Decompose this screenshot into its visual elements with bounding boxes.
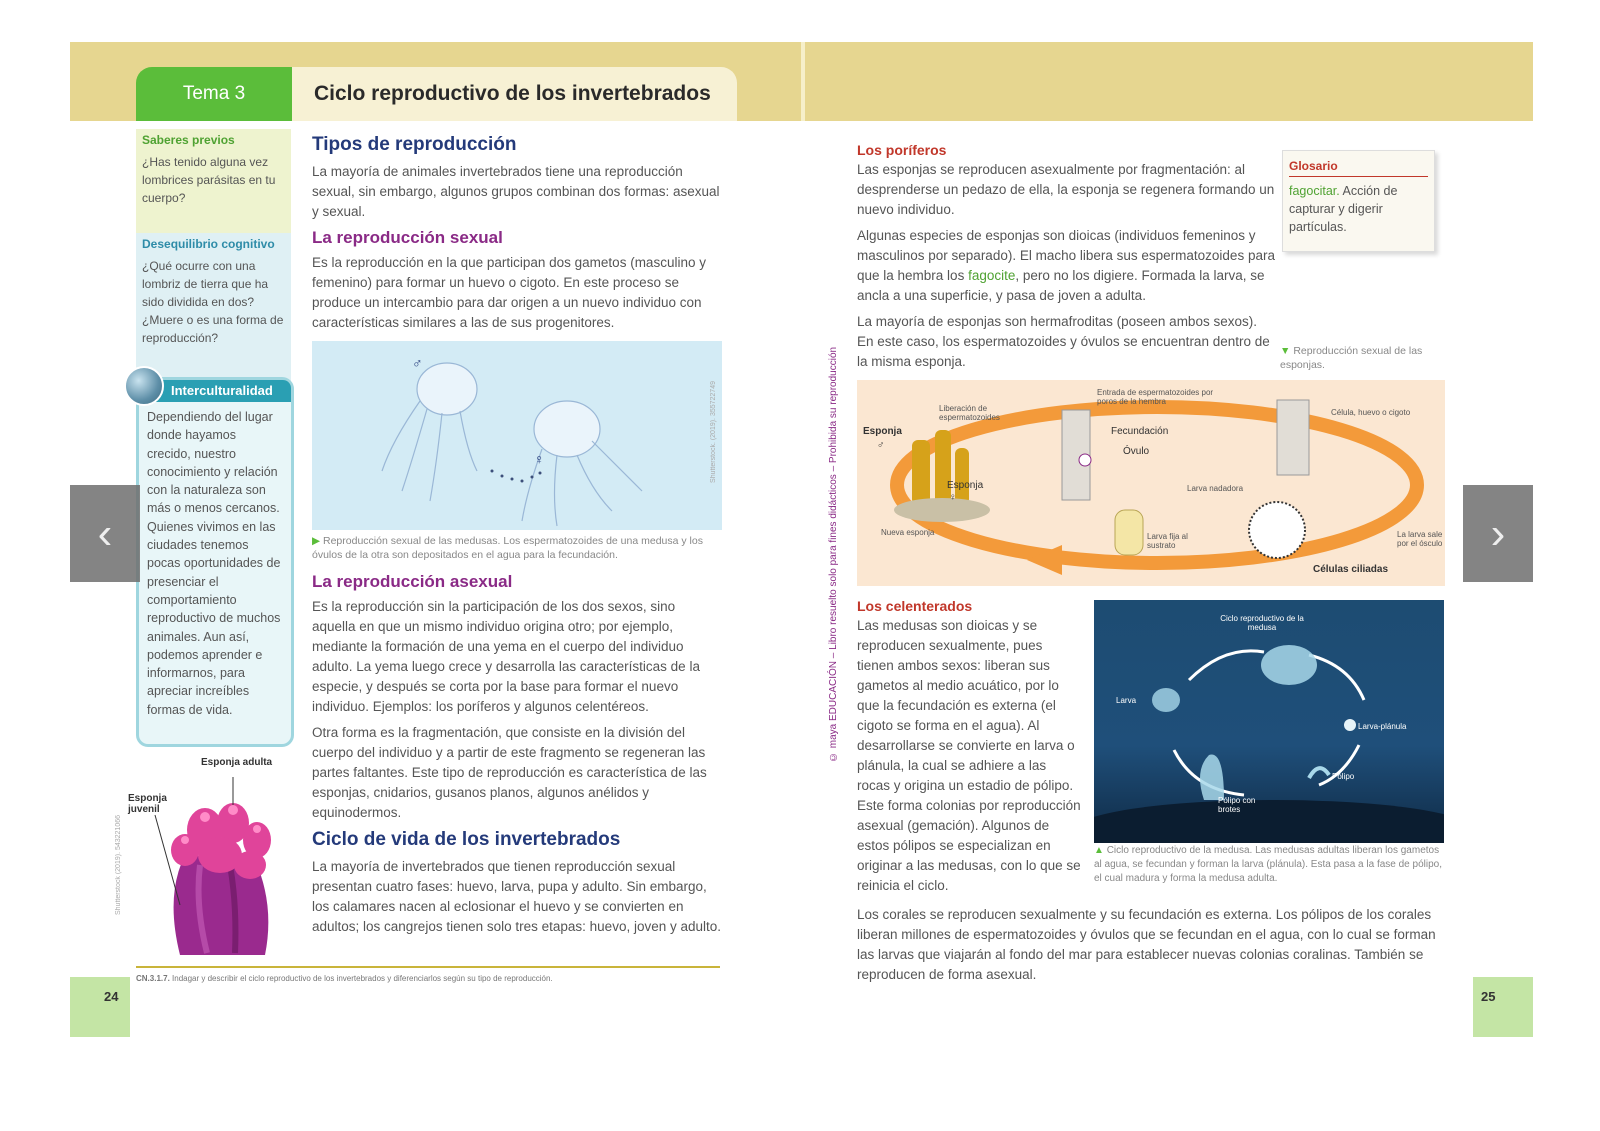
saberes-label: Saberes previos xyxy=(142,133,235,147)
esp-female: ♀ xyxy=(949,492,957,503)
med-label-brotes: Pólipo con brotes xyxy=(1218,796,1256,814)
esp-label-liberacion: Liberación de espermatozoides xyxy=(939,404,1000,422)
heading-celenterados: Los celenterados xyxy=(857,598,973,614)
prev-page-button[interactable] xyxy=(70,485,140,582)
footer-objective xyxy=(136,974,553,983)
para-sexual: Es la reproducción en la que participan dos gametos (masculino y femenino) para formar un huevo o cigoto. En este proceso se produce un intercambio para dar origen a un nuevo individuo con características similares a las de sus progenitores. xyxy=(312,255,706,330)
para-corales: Los corales se reproducen sexualmente y su fecundación es externa. Los pólipos de los corales liberan millones de espermatozoides y óvulos que se fecundan en el agua, con lo cual se forman las larvas que viajarán al fondo del mar para establecer nuevas colonias coralinas. También se reproducen de forma asexual. xyxy=(857,907,1436,982)
page-number-left xyxy=(70,977,130,1037)
esp-label-fecundacion: Fecundación xyxy=(1111,426,1169,437)
para-celenterados: Las medusas son dioicas y se reproducen sexualmente, pues tienen ambos sexos: liberan sus gametos al medio acuático, por lo que la fecundación es externa (el cigoto se forma en el agua). Al desarrollarse se convierte en larva o plánula, la cual se adhiere a las rocas y origina un estadio de pólipo. Este forma colonias por reproducción asexual (gemación). Algunos de estos pólipos se especializan en originar a las medusas, con lo que se reinicia el ciclo. xyxy=(857,618,1081,893)
desequilibrio-label: Desequilibrio cognitivo xyxy=(142,237,275,251)
jellyfish-credit: Shutterstock. (2019). 355722749 xyxy=(710,381,717,483)
right-main-column xyxy=(857,142,1277,378)
heading-poriferos: Los poríferos xyxy=(857,142,947,158)
heading-asexual: La reproducción asexual xyxy=(312,572,513,591)
para-ciclo: La mayoría de invertebrados que tienen reproducción sexual presentan cuatro fases: huevo, larva, pupa y adulto. Sin embargo, los calamares nacen al eclosionar el huevo y se convierten en adultos; los cangrejos tienen solo tres etapas: huevo, joven y adulto. xyxy=(312,859,722,934)
corales-paragraph-wrap xyxy=(857,905,1447,991)
page-number-right xyxy=(1473,977,1533,1037)
med-label-planula: Larva-plánula xyxy=(1358,722,1407,731)
jellyfish-figure xyxy=(312,341,722,530)
esponja-adulta-label: Esponja adulta xyxy=(201,757,273,768)
footer-code: CN.3.1.7. xyxy=(136,974,170,983)
footer-text: Indagar y describir el ciclo reproductivo de los invertebrados y diferenciarlos según su tipo de reproducción. xyxy=(172,974,553,983)
para-poriferos-3: La mayoría de esponjas son hermafroditas (poseen ambos sexos). En este caso, los espermatozoides y óvulos se encuentran dentro de la misma esponja. xyxy=(857,314,1270,369)
esponja-juvenil-label: Esponja juvenil xyxy=(128,793,167,815)
caption-esponjas xyxy=(1280,344,1440,372)
esp-label-larva-sale: La larva sale por el ósculo xyxy=(1397,530,1443,548)
caption-medusa-text: Ciclo reproductivo de la medusa. Las medusas adultas liberan los gametos al agua, se fecundan y forman la larva (plánula). Esta pasa a la fase de pólipo, el cual madura y forma la medusa adulta. xyxy=(1094,845,1442,884)
caption-medusas xyxy=(312,534,722,562)
celenterados-column xyxy=(857,598,1082,902)
caption-medusa xyxy=(1094,844,1444,886)
heading-ciclo: Ciclo de vida de los invertebrados xyxy=(312,829,621,850)
med-label-polipo: Pólipo xyxy=(1332,772,1355,781)
triangle-icon: ▶ xyxy=(312,535,323,547)
esp-label-nueva: Nueva esponja xyxy=(881,528,935,537)
globe-icon xyxy=(124,366,164,406)
para-poriferos-1: Las esponjas se reproducen asexualmente por fragmentación: al desprenderse un pedazo de ella, la esponja se regenera formando un nuevo individuo. xyxy=(857,162,1275,217)
female-symbol: ♀ xyxy=(534,451,545,467)
triangle-down-icon: ▼ xyxy=(1280,345,1294,357)
heading-tipos: Tipos de reproducción xyxy=(312,134,517,155)
header-band-right xyxy=(805,42,1533,121)
caption-medusas-text: Reproducción sexual de las medusas. Los espermatozoides de una medusa y los óvulos de la otra son depositados en el agua para la fecundación. xyxy=(312,535,703,561)
desequilibrio-text: ¿Qué ocurre con una lombriz de tierra que ha sido dividida en dos? ¿Muere o es una forma de reproducción? xyxy=(142,259,284,345)
interculturalidad-box xyxy=(136,377,294,747)
esp-label-larva-fija: Larva fija al sustrato xyxy=(1147,532,1188,550)
para-asexual-2: Otra forma es la fragmentación, que consiste en la división del cuerpo del individuo y a partir de este fragmento se regeneran las partes faltantes. Este tipo de reproducción es característica de las esponjas, cnidarios, gusanos planos, algunos anélidos y equinodermos. xyxy=(312,725,707,820)
esp-label-entrada: Entrada de espermatozoides por poros de la hembra xyxy=(1097,388,1214,406)
triangle-up-icon: ▲ xyxy=(1094,845,1107,856)
para-poriferos-2 xyxy=(857,226,1277,306)
left-main-column xyxy=(312,134,722,943)
chevron-right-icon: › xyxy=(1490,508,1506,558)
esp-male: ♂ xyxy=(877,440,885,451)
male-symbol: ♂ xyxy=(412,355,423,371)
esp-label-ovulo: Óvulo xyxy=(1123,446,1150,457)
glossary-box xyxy=(1282,150,1435,252)
med-label-larva: Larva xyxy=(1116,696,1137,705)
saberes-text: ¿Has tenido alguna vez lombrices parásitas en tu cuerpo? xyxy=(142,155,276,205)
sponge-illustration xyxy=(115,755,290,960)
page-number-25: 25 xyxy=(1481,989,1496,1004)
book-spread xyxy=(70,42,1533,1062)
esp-label-celula: Célula, huevo o cigoto xyxy=(1331,408,1411,417)
sponge-credit: Shutterstock (2019). 543221066 xyxy=(115,815,122,916)
esp-label-celulas-ciliadas: Células ciliadas xyxy=(1313,564,1389,575)
para-poriferos-2b: , pero no los digiere. Formada la larva, se ancla a una superficie, y pasa de joven a adulta. xyxy=(857,268,1265,303)
footer-rule xyxy=(136,966,720,968)
esp-label-esponja-f: Esponja xyxy=(947,480,984,491)
glossary-label: Glosario xyxy=(1289,159,1428,177)
para-asexual-1: Es la reproducción sin la participación de los dos sexos, sino aquella en que un mismo individuo origina otro; por ejemplo, mediante la formación de una yema en el cuerpo del individuo adulto. La yema luego crece y desarrolla las características de la especie, y después se corta por la base para formar el nuevo individuo. Ejemplos: los poríferos y algunos celentéreos. xyxy=(312,599,700,714)
chevron-left-icon: ‹ xyxy=(97,508,113,558)
page-title: Ciclo reproductivo de los invertebrados xyxy=(292,67,737,121)
para-tipos: La mayoría de animales invertebrados tiene una reproducción sexual, sin embargo, algunos grupos combinan dos formas: asexual y sexual. xyxy=(312,164,720,219)
medusa-cycle-figure xyxy=(1094,600,1444,843)
copyright-vertical: © maya EDUCACIÓN – Libro resuelto solo para fines didácticos – Prohibida su reproducción xyxy=(828,346,839,762)
esp-label-esponja-m: Esponja xyxy=(863,426,902,437)
page-number-24: 24 xyxy=(104,989,119,1004)
interculturalidad-text: Dependiendo del lugar donde hayamos crecido, nuestro conocimiento y relación con la naturaleza son más o menos cercanos. Quienes vivimos en las ciudades tenemos pocas oportunidades de presenciar el comportamiento reproductivo de muchos animales. Aun así, podemos aprender e informarnos, para apreciar increíbles formas de vida. xyxy=(147,410,281,717)
med-label-title: Ciclo reproductivo de la medusa xyxy=(1220,614,1304,632)
glossary-definition: Acción de capturar y digerir partículas. xyxy=(1289,184,1398,234)
esp-label-larva-nadadora: Larva nadadora xyxy=(1187,484,1244,493)
caption-esponjas-text: Reproducción sexual de las esponjas. xyxy=(1280,345,1423,371)
sponge-cycle-figure xyxy=(857,380,1445,586)
term-fagocite: fagocite xyxy=(968,268,1016,283)
tema-label: Tema 3 xyxy=(136,67,292,121)
next-page-button[interactable] xyxy=(1463,485,1533,582)
interculturalidad-label: Interculturalidad xyxy=(139,380,291,402)
glossary-text xyxy=(1289,182,1428,236)
heading-sexual: La reproducción sexual xyxy=(312,228,503,247)
para-poriferos-2a: Algunas especies de esponjas son dioicas (individuos femeninos y masculinos por separado). El macho libera sus espermatozoides para que la hembra los xyxy=(857,228,1275,283)
glossary-term: fagocitar. xyxy=(1289,184,1340,198)
